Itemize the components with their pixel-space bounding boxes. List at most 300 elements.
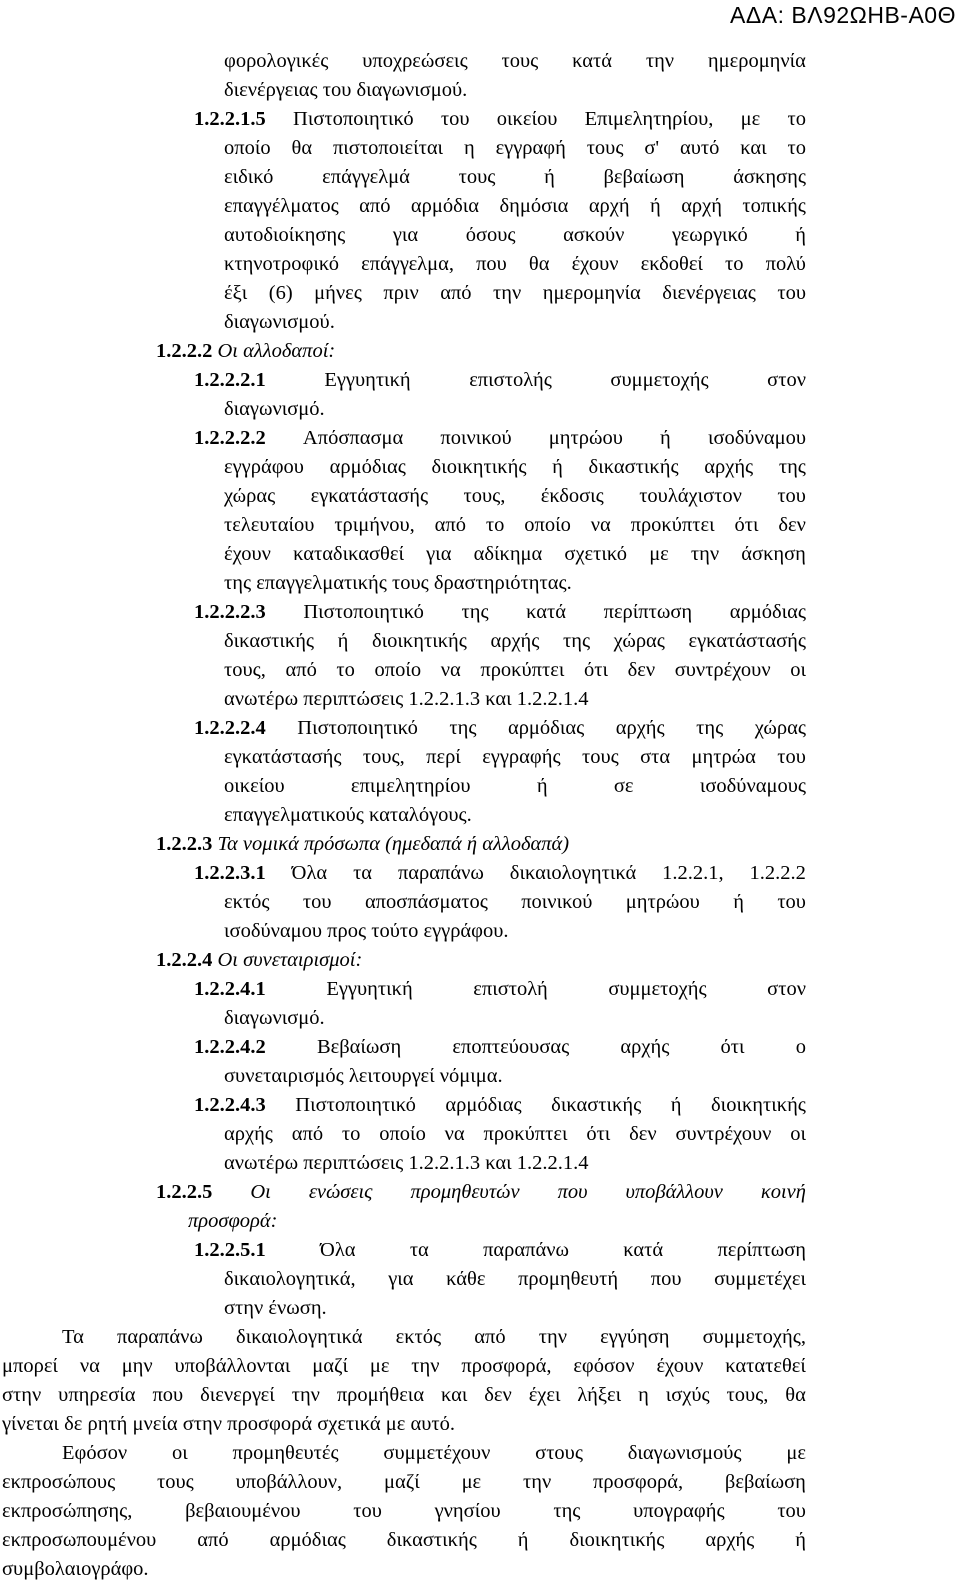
word: το [341,1123,361,1145]
word: δικαστικής [588,456,679,478]
word: τους, [362,746,405,768]
word: Πιστοποιητικό [297,717,418,739]
word: δικαιολογητικά [236,1326,363,1348]
word: έχουν [571,253,619,275]
word: θα [528,253,550,275]
document-line [62,1439,806,1468]
word: δικαιολογητικά, [224,1268,356,1290]
word: κατά [623,1239,664,1261]
word: συμμετοχής [610,369,709,391]
word: ότι [586,1123,611,1145]
word: αυτό [679,137,720,159]
word: της [461,601,489,623]
section-number: 1.2.2.5.1 [194,1239,266,1261]
word: υπογραφής [633,1500,725,1522]
word: τους, [224,659,266,681]
word: και [740,137,767,159]
word: περίπτωση [717,1239,806,1261]
word: πολύ [765,253,806,275]
word: το [336,659,355,681]
section-number: 1.2.2.2.4 [194,717,266,739]
word: μητρώα [691,746,756,768]
word: περίπτωση [603,601,693,623]
word: από [197,1529,229,1551]
word: τριμήνου, [334,514,415,536]
word: ημερομηνία [707,50,806,72]
line-text: συμβολαιογράφο. [2,1558,149,1580]
word: το [787,137,806,159]
document-line [194,1236,806,1265]
word: χώρας [613,630,665,652]
word: τελευταίου [224,514,315,536]
word: έχουν [224,543,271,565]
word: πριν [383,282,419,304]
line-text: της επαγγελματικής τους δραστηριότητας. [224,572,572,594]
word: η [463,137,475,159]
word: την [291,1384,320,1406]
word: κατά [572,50,612,72]
word: τα [353,862,373,884]
word: επιμελητηρίου [350,775,471,797]
document-line [224,221,806,250]
section-number: 1.2.2.4.2 [194,1036,266,1058]
document-line [224,1062,503,1091]
word: οι [790,1123,806,1145]
document-line [224,1149,589,1178]
word: κατά [526,601,567,623]
word: από [285,659,317,681]
word: Πιστοποιητικό [293,108,414,130]
document-line [2,1468,806,1497]
word: με [461,1471,482,1493]
word: αρχής [615,717,665,739]
word: οικείου [224,775,285,797]
word: εγγύηση [600,1326,670,1348]
word: την [690,543,720,565]
document-line [224,917,509,946]
word: συμμετοχής, [702,1326,806,1348]
document-line [2,1352,806,1381]
word: δικαστικής [386,1529,477,1551]
word: εγκατάστασής [310,485,429,507]
word: στον [767,978,806,1000]
word: εκτός [395,1326,442,1348]
word: πιστοποιείται [332,137,444,159]
word: οποίο [379,1123,426,1145]
word: οποίο [524,514,571,536]
line-text: διαγωνισμού. [224,311,335,333]
document-line [224,801,472,830]
word: επάγγελμα, [361,253,454,275]
line-text: ισοδύναμου προς τούτο εγγράφου. [224,920,509,942]
word: αδίκημα [473,543,543,565]
word: ότι [734,514,759,536]
line-text: διαγωνισμό. [224,1007,325,1029]
word: του [777,485,806,507]
word: αρχής [620,1036,670,1058]
document-line [224,250,806,279]
word: της [778,456,806,478]
document-line [156,830,569,859]
document-line [194,1091,806,1120]
word: της [449,717,477,739]
word: (6) [268,282,293,304]
word: με [649,543,669,565]
word: του [777,1500,806,1522]
word: δεν [627,659,656,681]
word: αρμόδιας [445,1094,522,1116]
word: τοπικής [742,195,806,217]
word: επαγγέλματος [224,195,339,217]
document-line [224,888,806,917]
word: ισχύς [665,1384,710,1406]
line-text: επαγγελματικούς καταλόγους. [224,804,472,826]
word: Εγγυητική [324,369,411,391]
word: που [650,1268,682,1290]
document-line [224,685,589,714]
word: της [563,630,591,652]
word: από [359,195,391,217]
document-line [188,1207,278,1236]
word: συντρέχουν [675,1123,772,1145]
word: οι [790,659,806,681]
word: μπορεί [2,1355,58,1377]
section-number: 1.2.2.3 [156,833,213,855]
word: δεν [629,1123,657,1145]
word: εγγραφή [495,137,566,159]
word: Οι [250,1181,271,1203]
word: τους [586,137,624,159]
word: επάγγελμά [322,166,410,188]
word: από [440,282,472,304]
word: σ' [644,137,660,159]
section-number: 1.2.2.2 [156,340,213,362]
word: ή [795,1529,806,1551]
section-number: 1.2.2.4.3 [194,1094,266,1116]
section-number: 1.2.2.1.5 [194,108,266,130]
word: του [302,891,332,913]
word: του [777,746,806,768]
document-line [224,1294,327,1323]
word: του [353,1500,382,1522]
word: 1.2.2.2 [749,862,806,884]
word: ποινικού [440,427,512,449]
word: τους [157,1471,194,1493]
word: της [696,717,724,739]
line-text: Τα νομικά πρόσωπα (ημεδαπά ή αλλοδαπά) [212,833,570,855]
word: προκύπτει [480,659,565,681]
word: μαζί [312,1355,348,1377]
word: για [426,543,452,565]
word: προμηθευτή [518,1268,619,1290]
word: να [590,514,611,536]
word: αποσπάσματος [364,891,488,913]
word: τους, [726,1384,769,1406]
word: ενώσεις [308,1181,373,1203]
word: έχουν [656,1355,704,1377]
word: της [553,1500,581,1522]
word: καταδικασθεί [293,543,404,565]
word: άσκησης [733,166,806,188]
word: του [777,282,806,304]
word: θα [291,137,313,159]
word: εγγράφου [224,456,304,478]
word: εγκατάστασής [688,630,806,652]
word: δικαστικής [224,630,315,652]
word: Πιστοποιητικό [303,601,424,623]
word: λήξει [577,1384,622,1406]
word: αρχής [705,1529,755,1551]
word: τα [409,1239,429,1261]
document-line [156,1178,806,1207]
word: από [434,514,467,536]
word: δικαστικής [551,1094,642,1116]
word: την [645,50,675,72]
word: επιστολή [473,978,548,1000]
word: συμμετέχει [714,1268,806,1290]
word: ειδικό [224,166,274,188]
word: τουλάχιστον [639,485,742,507]
word: εκπροσωπουμένου [2,1529,157,1551]
word: ή [517,1529,529,1551]
document-line [2,1381,806,1410]
section-number: 1.2.2.3.1 [194,862,266,884]
word: χώρας [754,717,806,739]
word: στην [2,1384,42,1406]
word: κτηνοτροφικό [224,253,340,275]
word: διοικητικής [569,1529,665,1551]
word: που [152,1384,184,1406]
word: αρμόδιας [269,1529,346,1551]
line-text: στην ένωση. [224,1297,327,1319]
document-line [224,511,806,540]
word: ή [536,775,548,797]
word: τους, [463,485,506,507]
word: ή [795,224,806,246]
word: προμηθευτών [410,1181,520,1203]
word: εγκατάστασής [224,746,342,768]
word: διαγωνισμούς [627,1442,742,1464]
word: ή [650,195,661,217]
word: βεβαίωση [603,166,685,188]
line-text: ανωτέρω περιπτώσεις 1.2.2.1.3 και 1.2.2.1.4 [224,1152,589,1174]
document-line [194,424,806,453]
word: ισοδύναμου [707,427,806,449]
word: διοικητικής [711,1094,806,1116]
word: εποπτεύουσας [452,1036,570,1058]
word: ή [660,427,671,449]
word: χώρας [224,485,276,507]
document-line [224,569,572,598]
word: αρχής [490,630,540,652]
line-text: συνεταιρισμός λειτουργεί νόμιμα. [224,1065,503,1087]
document-line [224,627,806,656]
document-line [224,76,467,105]
line-text: προσφορά: [188,1210,278,1232]
word: να [440,659,461,681]
word: βεβαιουμένου [185,1500,301,1522]
word: εφόσον [573,1355,635,1377]
word: συμμετέχουν [383,1442,491,1464]
document-line [224,453,806,482]
word: Πιστοποιητικό [295,1094,416,1116]
word: σε [613,775,634,797]
word: προκύπτει [483,1123,568,1145]
word: αρχή [681,195,722,217]
word: από [291,1123,324,1145]
word: να [444,1123,465,1145]
document-line [156,946,362,975]
word: ημερομηνία [542,282,641,304]
line-text: γίνεται δε ρητή μνεία στην προσφορά σχετικά με αυτό. [2,1413,455,1435]
word: ή [337,630,349,652]
document-line [224,482,806,511]
word: Τα [62,1326,84,1348]
word: ισοδύναμους [699,775,806,797]
word: οι [171,1442,188,1464]
word: ότι [583,659,608,681]
document-line [224,772,806,801]
word: προκύπτει [630,514,715,536]
word: Βεβαίωση [316,1036,402,1058]
word: περί [426,746,461,768]
line-text: Οι συνεταιρισμοί: [212,949,363,971]
word: έκδοσις [540,485,604,507]
word: του [777,891,806,913]
word: ή [552,456,563,478]
document-line [194,975,806,1004]
word: την [411,1355,440,1377]
document-line [2,1497,806,1526]
word: κατατεθεί [725,1355,806,1377]
word: στα [640,746,671,768]
line-text: Οι αλλοδαποί: [212,340,336,362]
word: μην [121,1355,153,1377]
word: για [392,224,419,246]
section-number: 1.2.2.4.1 [194,978,266,1000]
word: προσφορά, [461,1355,552,1377]
line-text: διαγωνισμό. [224,398,325,420]
section-number: 1.2.2.2.2 [194,427,266,449]
word: συμμετοχής [608,978,707,1000]
word: μήνες [314,282,362,304]
word: δεν [778,514,806,536]
ada-code: ΑΔΑ: ΒΛ92ΩΗΒ-Α0Θ [730,2,956,28]
section-number: 1.2.2.2.1 [194,369,266,391]
word: Όλα [320,1239,356,1261]
word: μητρώου [625,891,700,913]
document-line [224,192,806,221]
document-line [224,279,806,308]
word: το [725,253,744,275]
word: οικείου [496,108,558,130]
word: εκτός [224,891,270,913]
word: επιστολής [469,369,552,391]
word: ποινικού [521,891,593,913]
word: διοικητικής [431,456,527,478]
word: Εφόσον [62,1442,128,1464]
word: υποβάλλονται [174,1355,291,1377]
word: αρχής [224,1123,273,1145]
word: αρμόδιας [507,717,585,739]
document-line [194,714,806,743]
word: διενέργειας [662,282,756,304]
word: παραπάνω [397,862,484,884]
word: οποίο [374,659,422,681]
section-number: 1.2.2.2.3 [194,601,266,623]
word: Όλα [291,862,328,884]
word: αρμόδια [410,195,480,217]
word: μαζί [384,1471,420,1493]
document-line [224,743,806,772]
document-line [224,47,806,76]
word: για [388,1268,414,1290]
document-line [224,1265,806,1294]
word: ασκούν [563,224,625,246]
word: διενεργεί [200,1384,275,1406]
word: στον [767,369,806,391]
word: τους [581,746,619,768]
word: εκπροσώπησης, [2,1500,133,1522]
word: υπηρεσία [58,1384,136,1406]
document-line [224,540,806,569]
word: γεωργικό [671,224,748,246]
word: 1.2.2.1, [662,862,724,884]
line-text: διενέργειας του διαγωνισμού. [224,79,468,101]
word: άσκηση [741,543,806,565]
word: με [369,1355,390,1377]
line-text: ανωτέρω περιπτώσεις 1.2.2.1.3 και 1.2.2.1.4 [224,688,589,710]
word: Εγγυητική [326,978,413,1000]
word: ότι [720,1036,745,1058]
document-line [2,1526,806,1555]
word: αρμόδιας [329,456,406,478]
word: δεν [484,1384,512,1406]
word: την [538,1326,567,1348]
document-line [224,134,806,163]
word: προμήθεια [336,1384,425,1406]
word: γνησίου [434,1500,501,1522]
word: του [440,108,470,130]
word: οποίο [224,137,271,159]
word: τους [501,50,539,72]
word: αυτοδιοίκησης [224,224,346,246]
document-line [2,1410,455,1439]
document-line [194,366,806,395]
word: φορολογικές [224,50,329,72]
word: προσφορά, [593,1471,684,1493]
document-line [194,598,806,627]
document-line [224,308,335,337]
document-line [2,1555,149,1584]
word: κάθε [446,1268,486,1290]
word: Επιμελητηρίου, [584,108,714,130]
word: την [493,282,522,304]
word: δημόσια [499,195,569,217]
word: μητρώου [548,427,623,449]
word: συντρέχουν [674,659,771,681]
word: Απόσπασμα [302,427,404,449]
word: την [522,1471,552,1493]
document-line [224,1004,325,1033]
section-number: 1.2.2.4 [156,949,213,971]
word: βεβαίωση [724,1471,806,1493]
section-number: 1.2.2.5 [156,1181,213,1203]
word: εκπροσώπους [2,1471,116,1493]
word: το [787,108,806,130]
word: δικαιολογητικά [509,862,637,884]
word: παραπάνω [483,1239,569,1261]
